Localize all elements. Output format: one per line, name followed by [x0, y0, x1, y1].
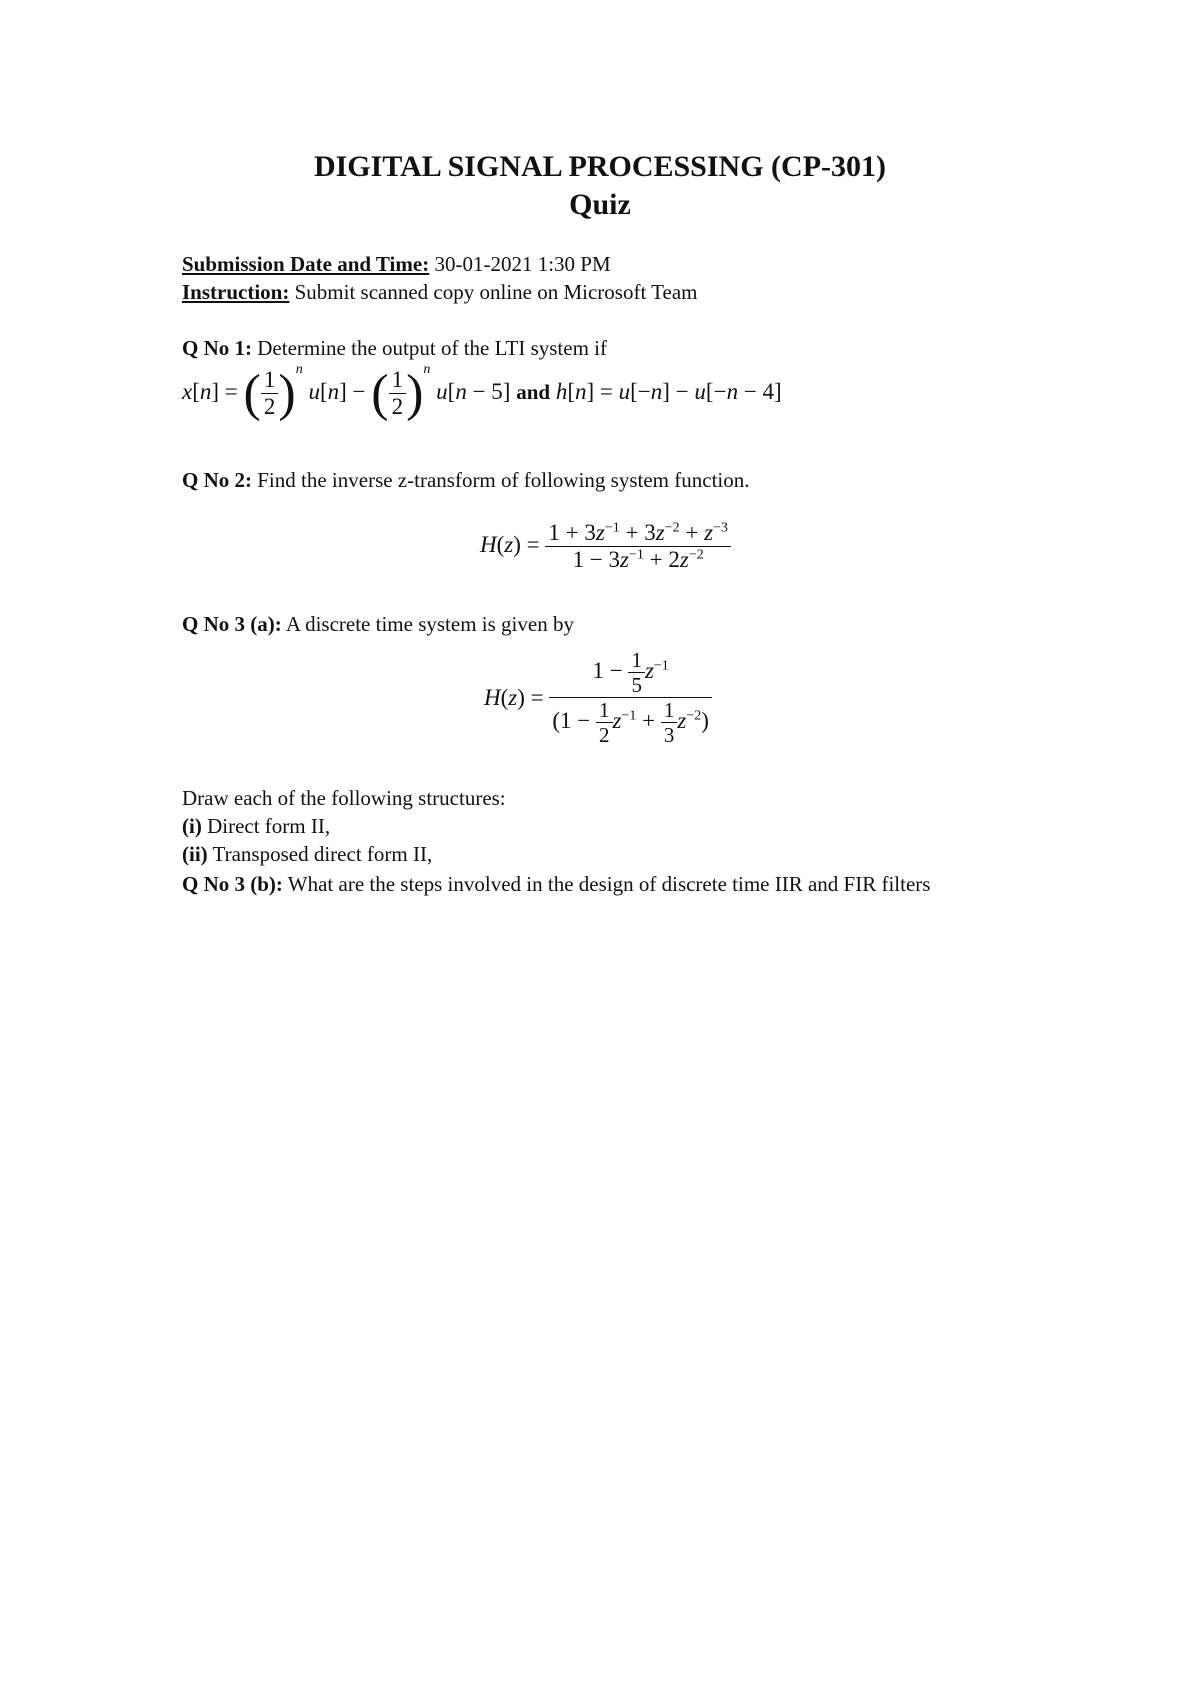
question-3b-text: What are the steps involved in the design of discrete time IIR and FIR filters: [282, 872, 931, 896]
structure-item-2-num: (ii): [182, 842, 208, 866]
structure-item-2-text: Transposed direct form II,: [207, 842, 433, 866]
question-1-label: Q No 1:: [182, 336, 252, 360]
question-3a-equation: H(z) = 1 − $\frac{1}{5}$ $z^{-1}$ (1 − $\frac{1}{2}$ $z^{-1}$ + $\frac{1}{3}$ $z^{-2}$): [484, 648, 712, 748]
question-3a-label: Q No 3 (a):: [182, 612, 282, 636]
question-2-text: Find the inverse z-transform of following system function.: [252, 468, 750, 492]
instruction-label: Instruction:: [182, 280, 290, 304]
draw-instruction: Draw each of the following structures:: [182, 786, 506, 810]
structure-item-1: [182, 814, 330, 839]
page-subtitle: Quiz: [569, 188, 631, 221]
instruction-line: [182, 280, 698, 305]
question-3a: [182, 612, 574, 637]
question-2-label: Q No 2:: [182, 468, 252, 492]
submission-line: [182, 252, 611, 277]
structure-item-1-text: Direct form II,: [201, 814, 331, 838]
question-1-and: and: [516, 380, 551, 404]
question-3a-text: A discrete time system is given by: [281, 612, 574, 636]
question-3b: [182, 870, 1024, 898]
structure-item-2: [182, 842, 432, 867]
question-1: [182, 336, 607, 361]
question-2-equation: H(z) = $\frac{1 + 3z^{-1} + 3z^{-2} + z^{-3}}{1 - 3z^{-1} + 2z^{-2}}$: [480, 520, 731, 574]
structure-item-1-num: (i): [182, 814, 202, 838]
page-title: DIGITAL SIGNAL PROCESSING (CP-301): [313, 150, 887, 183]
question-2: [182, 468, 750, 493]
instruction-value: Submit scanned copy online on Microsoft Team: [289, 280, 698, 304]
submission-value: 30-01-2021 1:30 PM: [429, 252, 611, 276]
question-1-text: Determine the output of the LTI system if: [252, 336, 607, 360]
question-1-equation: x[n] = ( $\frac{1}{2}$ )$^n$ u[n] − ( $\frac{1}{2}$ )$^n$ u[n − 5] and h[n] = u[−n] − u[−n − 4]: [182, 362, 782, 423]
submission-label: Submission Date and Time:: [182, 252, 430, 276]
question-3b-label: Q No 3 (b):: [182, 872, 283, 896]
